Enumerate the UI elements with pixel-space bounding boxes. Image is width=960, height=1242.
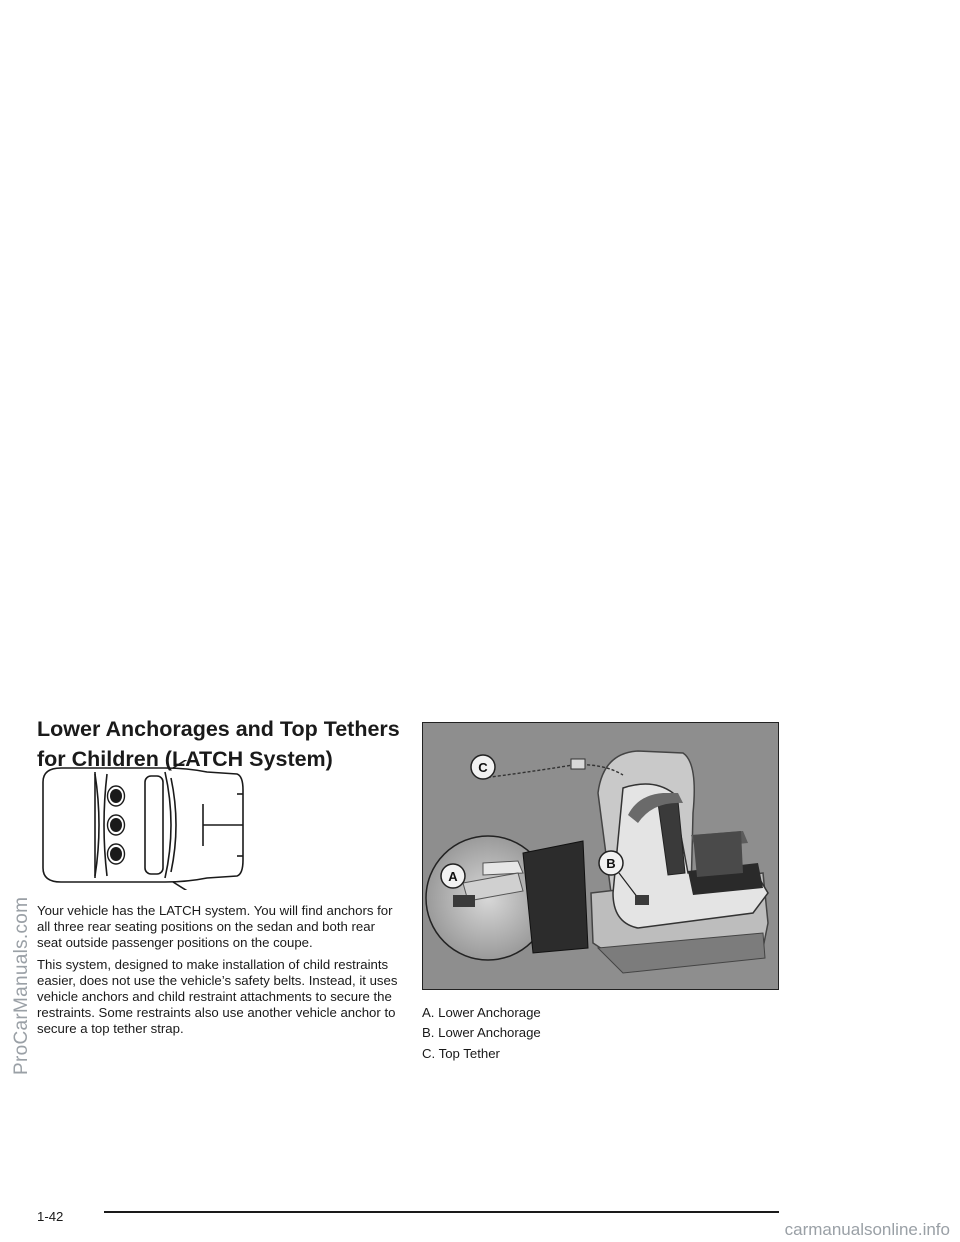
page-number: 1-42 [37, 1209, 64, 1224]
child-seat-anchor-illustration [422, 722, 779, 990]
caption-lower-anchorage-a: A. Lower Anchorage [422, 1005, 541, 1020]
caption-lower-anchorage-b: B. Lower Anchorage [422, 1025, 541, 1041]
callout-b: B [606, 856, 616, 871]
footer-rule [104, 1211, 779, 1213]
body-paragraph: This system, designed to make installation of child restraints easier, does not use the vehicle’s safety belts. Instead, it uses vehicle anchors and child restraint attachments to secure the restraints. Some restraints also use another vehicle anchor to secure a top tether strap. [37, 957, 398, 1036]
body-paragraph: Your vehicle has the LATCH system. You will find anchors for all three rear seating positions on the sedan and both rear seat outside passenger positions on the coupe. [37, 903, 393, 950]
callout-c: C [478, 760, 488, 775]
figure-captions [422, 1005, 782, 1066]
body-text [37, 903, 399, 1043]
caption-top-tether-c: C. Top Tether [422, 1045, 500, 1061]
callout-a: A [448, 869, 458, 884]
car-top-view-diagram [37, 760, 247, 890]
watermark-left: ProCarManuals.com [11, 896, 32, 1075]
watermark-bottom: carmanualsonline.info [784, 1220, 950, 1239]
section-heading: Lower Anchorages and Top Tethers for Children (LATCH System) [37, 717, 400, 771]
